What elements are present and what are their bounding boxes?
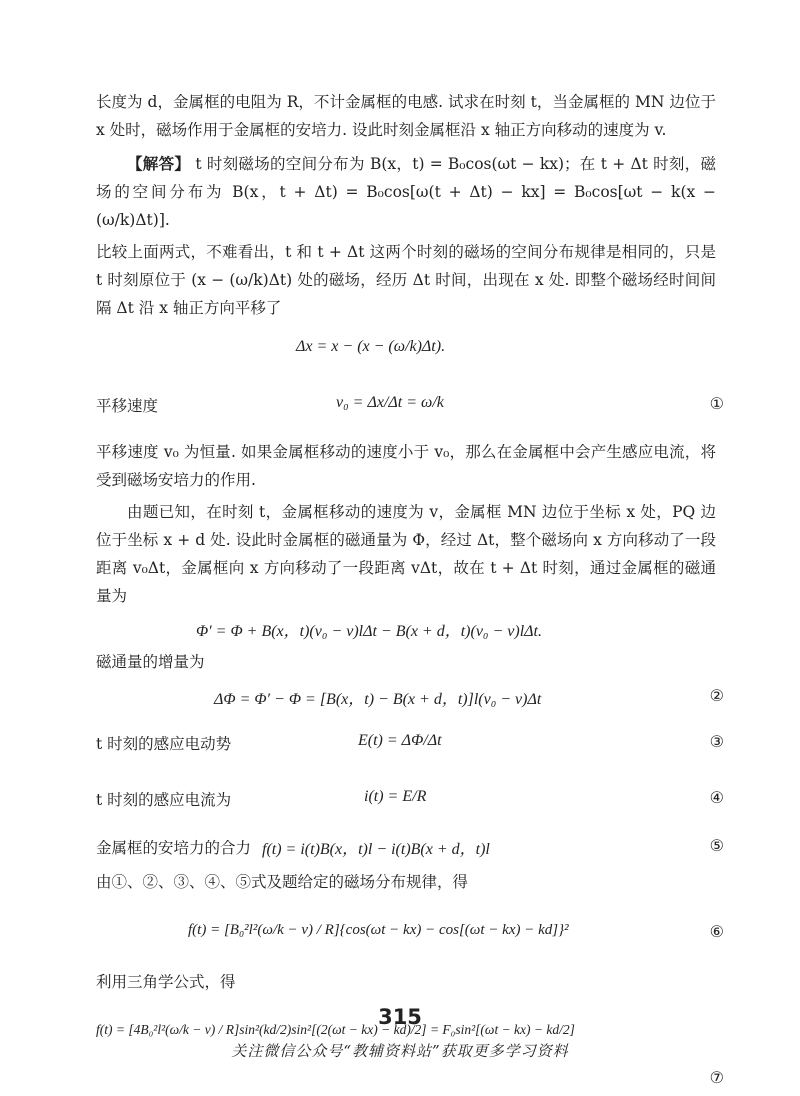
equation-5 [96,828,724,866]
equation-1-number: ① [709,396,724,413]
page-number: 315 [378,1005,422,1029]
flux-text: 由题已知，在时刻 t，金属框移动的速度为 v，金属框 MN 边位于坐标 x 处，PQ 边位于坐标 x + d 处. 设此时金属框的磁通量为 Φ，经过 Δt，整个磁场向 x 方向移动了一段距离 v₀Δt，金属框向 x 方向移动了一段距离 vΔt，故在 t + Δt 时刻，通过金属框的磁通量为 [96,503,716,605]
equation-6 [96,896,724,968]
footer-watermark: 关注微信公众号“教辅资料站”获取更多学习资料 [231,1042,569,1060]
comparison-text: 比较上面两式，不难看出，t 和 t + Δt 这两个时刻的磁场的空间分布规律是相同的，只是 t 时刻原位于 (x − (ω/k)Δt) 处的磁场，经历 Δt 时间，出现在 x 处. 即整个磁场经时间间隔 Δt 沿 x 轴正方向平移了 [96,243,716,317]
equation-2-number: ② [709,688,724,705]
equation-1-formula: v₀ = Δx/Δt = ω/k [336,394,444,411]
equation-4-number: ④ [709,790,724,807]
solution-paragraph [96,150,716,234]
equation-phi-prime: Φ′ = Φ + B(x，t)(v₀ − v)lΔt − B(x + d，t)(v₀ − v)lΔt. [196,623,543,640]
equation-6-number: ⑥ [709,924,724,941]
v0-text: 平移速度 v₀ 为恒量. 如果金属框移动的速度小于 v₀，那么在金属框中会产生感应电流，将受到磁场安培力的作用. [96,443,716,489]
equation-4-formula: i(t) = E/R [364,788,427,805]
equation-shift: Δx = x − (x − (ω/k)Δt). [296,338,446,355]
equation-7-number: ⑦ [709,1070,724,1087]
derivation-text: 由①、②、③、④、⑤式及题给定的磁场分布规律，得 [96,873,469,891]
dphi-label-row: 磁通量的增量为 [96,653,205,671]
equation-3-number: ③ [709,734,724,751]
equation-2 [96,678,724,716]
equation-2-formula: ΔΦ = Φ′ − Φ = [B(x，t) − B(x + d，t)]l(v₀ − v)Δt [214,691,542,708]
problem-text: 长度为 d，金属框的电阻为 R，不计金属框的电感. 试求在时刻 t，当金属框的 MN 边位于 x 处时，磁场作用于金属框的安培力. 设此时刻金属框沿 x 轴正方向移动的速度为 v. [96,93,716,139]
page-body [96,88,724,1096]
solution-text: t 时刻磁场的空间分布为 B(x，t) = B₀cos(ωt − kx)；在 t + Δt 时刻，磁场的空间分布为 B(x，t + Δt) = B₀cos[ω(t + Δt) − kx] = B₀cos[ωt − k(x − (ω/k)Δt)]. [96,155,716,229]
equation-3-formula: E(t) = ΔΦ/Δt [358,732,442,749]
equation-7-number-row [96,1068,724,1096]
equation-6-formula: f(t) = [B₀²l²(ω/k − v) / R]{cos(ωt − kx) − cos[(ωt − kx) − kd]}² [188,922,569,938]
equation-4 [96,772,724,828]
equation-5-label: 金属框的安培力的合力 [96,839,252,857]
equation-3 [96,716,724,772]
equation-7-formula: f(t) = [4B₀²l²(ω/k − v) / R]sin²(kd/2)sin²[(2(ωt − kx) − kd)/2] = F₀sin²[(ωt − kx) − kd/2] [96,1022,575,1037]
equation-1-label: 平移速度 [96,397,159,415]
solution-tag: 【解答】 [127,154,191,173]
equation-4-label: t 时刻的感应电流为 [96,791,232,809]
equation-1 [96,378,724,434]
equation-5-number: ⑤ [709,838,724,855]
trig-text: 利用三角学公式，得 [96,973,236,991]
equation-3-label: t 时刻的感应电动势 [96,735,232,753]
equation-5-formula: f(t) = i(t)B(x，t)l − i(t)B(x + d，t)l [262,841,490,858]
